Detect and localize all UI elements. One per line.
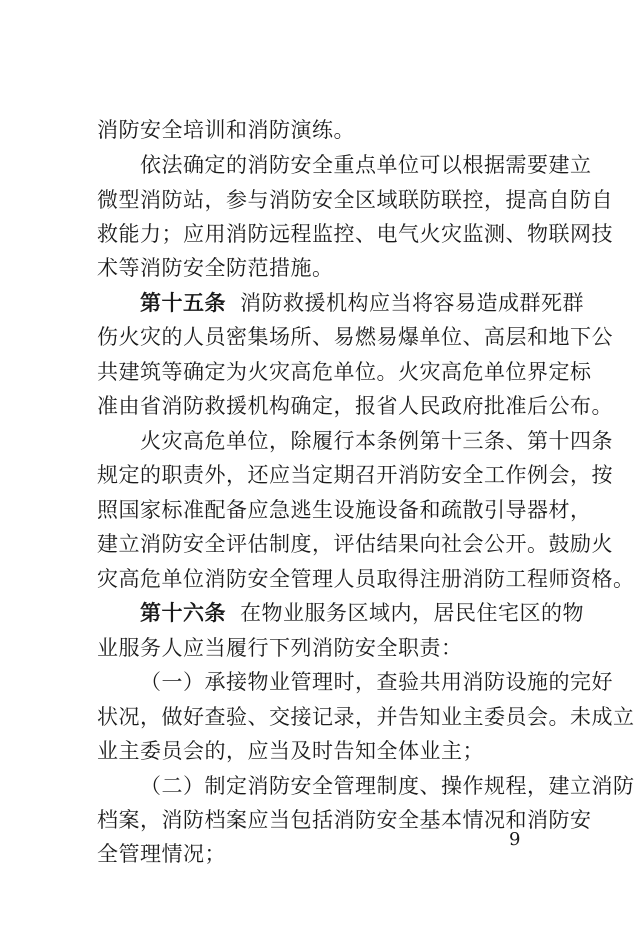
text-line: 规定的职责外，还应当定期召开消防安全工作例会，按 xyxy=(97,463,613,487)
text-line: 灾高危单位消防安全管理人员取得注册消防工程师资格。 xyxy=(97,567,635,591)
page-number: 9 xyxy=(509,829,521,850)
text-line: 共建筑等确定为火灾高危单位。火灾高危单位界定标 xyxy=(97,360,592,384)
text-line: 火灾高危单位，除履行本条例第十三条、第十四条 xyxy=(140,429,613,453)
article-16-heading: 第十六条 xyxy=(140,601,226,625)
text-line: 建立消防安全评估制度，评估结果向社会公开。鼓励火 xyxy=(97,532,613,556)
article-15-line xyxy=(140,288,584,318)
text-line: 术等消防安全防范措施。 xyxy=(97,256,334,280)
text-line: 依法确定的消防安全重点单位可以根据需要建立 xyxy=(140,153,592,177)
text-line: （二）制定消防安全管理制度、操作规程，建立消防 xyxy=(140,774,635,798)
text-line: 微型消防站，参与消防安全区域联防联控，提高自防自 xyxy=(97,188,613,212)
text-line: 状况，做好查验、交接记录，并告知业主委员会。未成立 xyxy=(97,705,635,729)
text-line: 准由省消防救援机构确定，报省人民政府批准后公布。 xyxy=(97,394,613,418)
text-span: 在物业服务区域内，居民住宅区的物 xyxy=(240,601,584,625)
text-span: 消防救援机构应当将容易造成群死群 xyxy=(240,291,584,315)
text-line: 消防安全培训和消防演练。 xyxy=(97,118,355,142)
text-line: 照国家标准配备应急逃生设施设备和疏散引导器材， xyxy=(97,498,592,522)
text-line: 档案，消防档案应当包括消防安全基本情况和消防安 xyxy=(97,808,592,832)
text-line: 救能力；应用消防远程监控、电气火灾监测、物联网技 xyxy=(97,222,613,246)
text-line: 全管理情况； xyxy=(97,842,226,866)
text-line: 业主委员会的，应当及时告知全体业主； xyxy=(97,739,484,763)
article-16-line xyxy=(140,598,584,628)
text-line: 伤火灾的人员密集场所、易燃易爆单位、高层和地下公 xyxy=(97,325,613,349)
article-15-heading: 第十五条 xyxy=(140,291,226,315)
text-line: （一）承接物业管理时，查验共用消防设施的完好 xyxy=(140,670,613,694)
text-line: 业服务人应当履行下列消防安全职责： xyxy=(97,636,463,660)
